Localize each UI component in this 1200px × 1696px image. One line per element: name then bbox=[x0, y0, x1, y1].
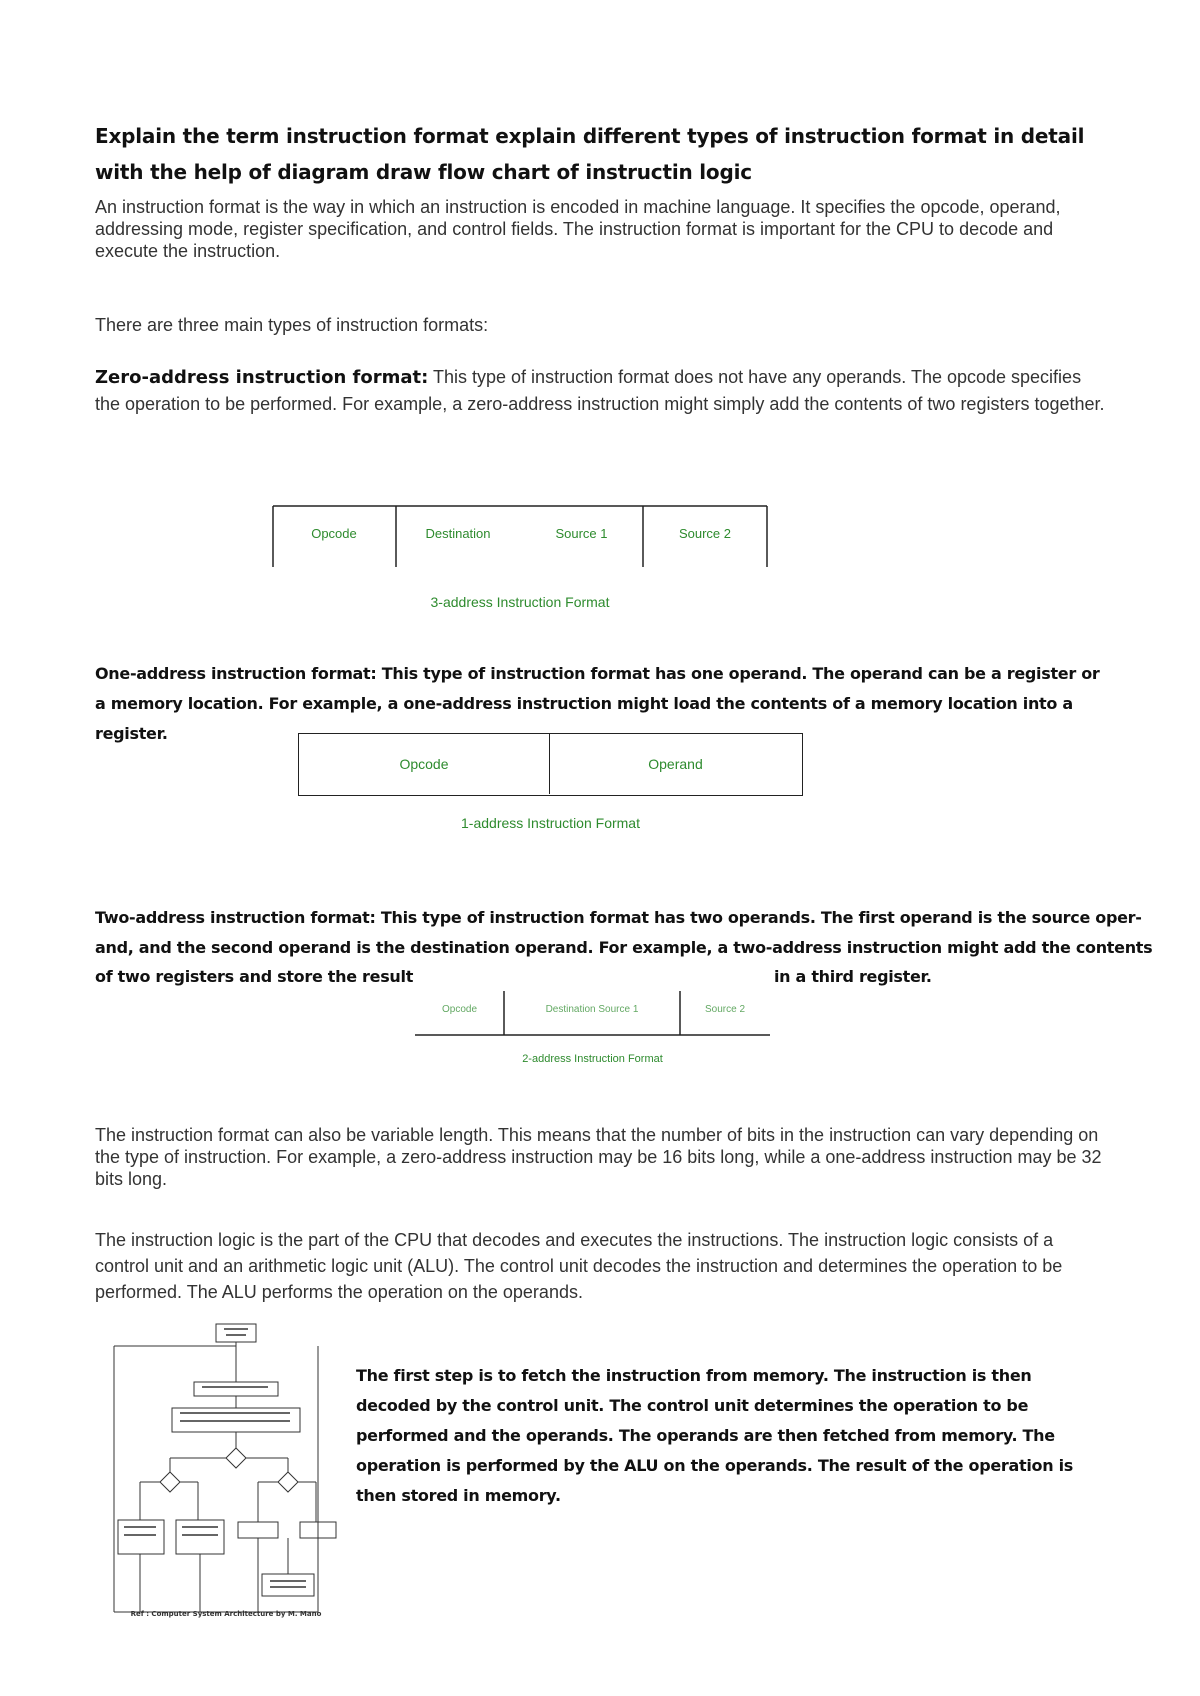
one-address-format-diagram bbox=[298, 733, 803, 796]
variable-length-paragraph: The instruction format can also be variable length. This means that the number of bits in the instruction can vary depending on the type of instruction. For example, a zero-address instruction may be 16 bits long, while a one-address instruction may be 32 bits long. bbox=[95, 1125, 1102, 1189]
two-address-line-2: and, and the second operand is the destination operand. For example, a two-address instruction might add the contents bbox=[95, 938, 1153, 957]
field-source-2: Source 2 bbox=[678, 525, 732, 541]
intro-paragraph: An instruction format is the way in which an instruction is encoded in machine language. It specifies the opcode, operand, addressing mode, register specification, and control fields. The instruction format is important for the CPU to decode and execute the instruction. bbox=[95, 197, 1061, 261]
field-source-1: Source 1 bbox=[555, 525, 608, 541]
flowchart-drawing bbox=[110, 1322, 342, 1622]
two-address-line-1: Two-address instruction format: This type of instruction format has two operands. The first operand is the source oper- bbox=[95, 908, 1142, 927]
field-destination-source-1: Destination Source 1 bbox=[545, 1003, 639, 1015]
two-address-format-diagram bbox=[415, 991, 770, 1036]
field-source-2: Source 2 bbox=[704, 1003, 746, 1015]
one-address-caption: 1-address Instruction Format bbox=[461, 815, 640, 831]
flowchart-caption: Ref : Computer System Architecture by M. Mano bbox=[130, 1610, 322, 1618]
field-destination: Destination bbox=[425, 525, 491, 541]
types-intro: There are three main types of instruction formats: bbox=[95, 315, 489, 335]
instruction-cycle-flowchart bbox=[110, 1322, 342, 1622]
field-operand: Operand bbox=[648, 756, 703, 772]
zero-address-text: This type of instruction format does not have any operands. The opcode specifies the operation to be performed. For example, a zero-address instruction might simply add the contents of two registers together. bbox=[95, 367, 1105, 414]
two-address-line-3a: of two registers and store the result bbox=[95, 967, 414, 986]
field-opcode: Opcode bbox=[441, 1003, 478, 1015]
one-address-paragraph: One-address instruction format: This type of instruction format has one operand. The operand can be a register or a memory location. For example, a one-address instruction might load the contents of a memory location into a register. bbox=[95, 664, 1100, 743]
two-address-caption: 2-address Instruction Format bbox=[522, 1053, 663, 1065]
zero-address-paragraph bbox=[95, 364, 1105, 417]
two-address-line-3b: in a third register. bbox=[774, 967, 932, 986]
instruction-logic-paragraph: The instruction logic is the part of the CPU that decodes and executes the instructions. The instruction logic consists of a control unit and an arithmetic logic unit (ALU). The control unit decodes the instruction and determines the operation to be performed. The ALU performs the operation on the operands. bbox=[95, 1230, 1063, 1302]
flow-description: The first step is to fetch the instruction from memory. The instruction is then decoded by the control unit. The control unit determines the operation to be performed and the operands. The operands are then fetched from memory. The operation is performed by the ALU on the operands. The result of the operation is then stored in memory. bbox=[356, 1366, 1073, 1505]
page-title: Explain the term instruction format explain different types of instruction format in detail with the help of diagram draw flow chart of instructin logic bbox=[95, 124, 1085, 184]
three-address-caption: 3-address Instruction Format bbox=[430, 594, 610, 610]
field-opcode: Opcode bbox=[311, 525, 357, 541]
zero-address-heading: Zero-address instruction format: bbox=[95, 367, 429, 388]
field-opcode: Opcode bbox=[299, 734, 550, 794]
three-address-format-diagram bbox=[272, 505, 768, 567]
